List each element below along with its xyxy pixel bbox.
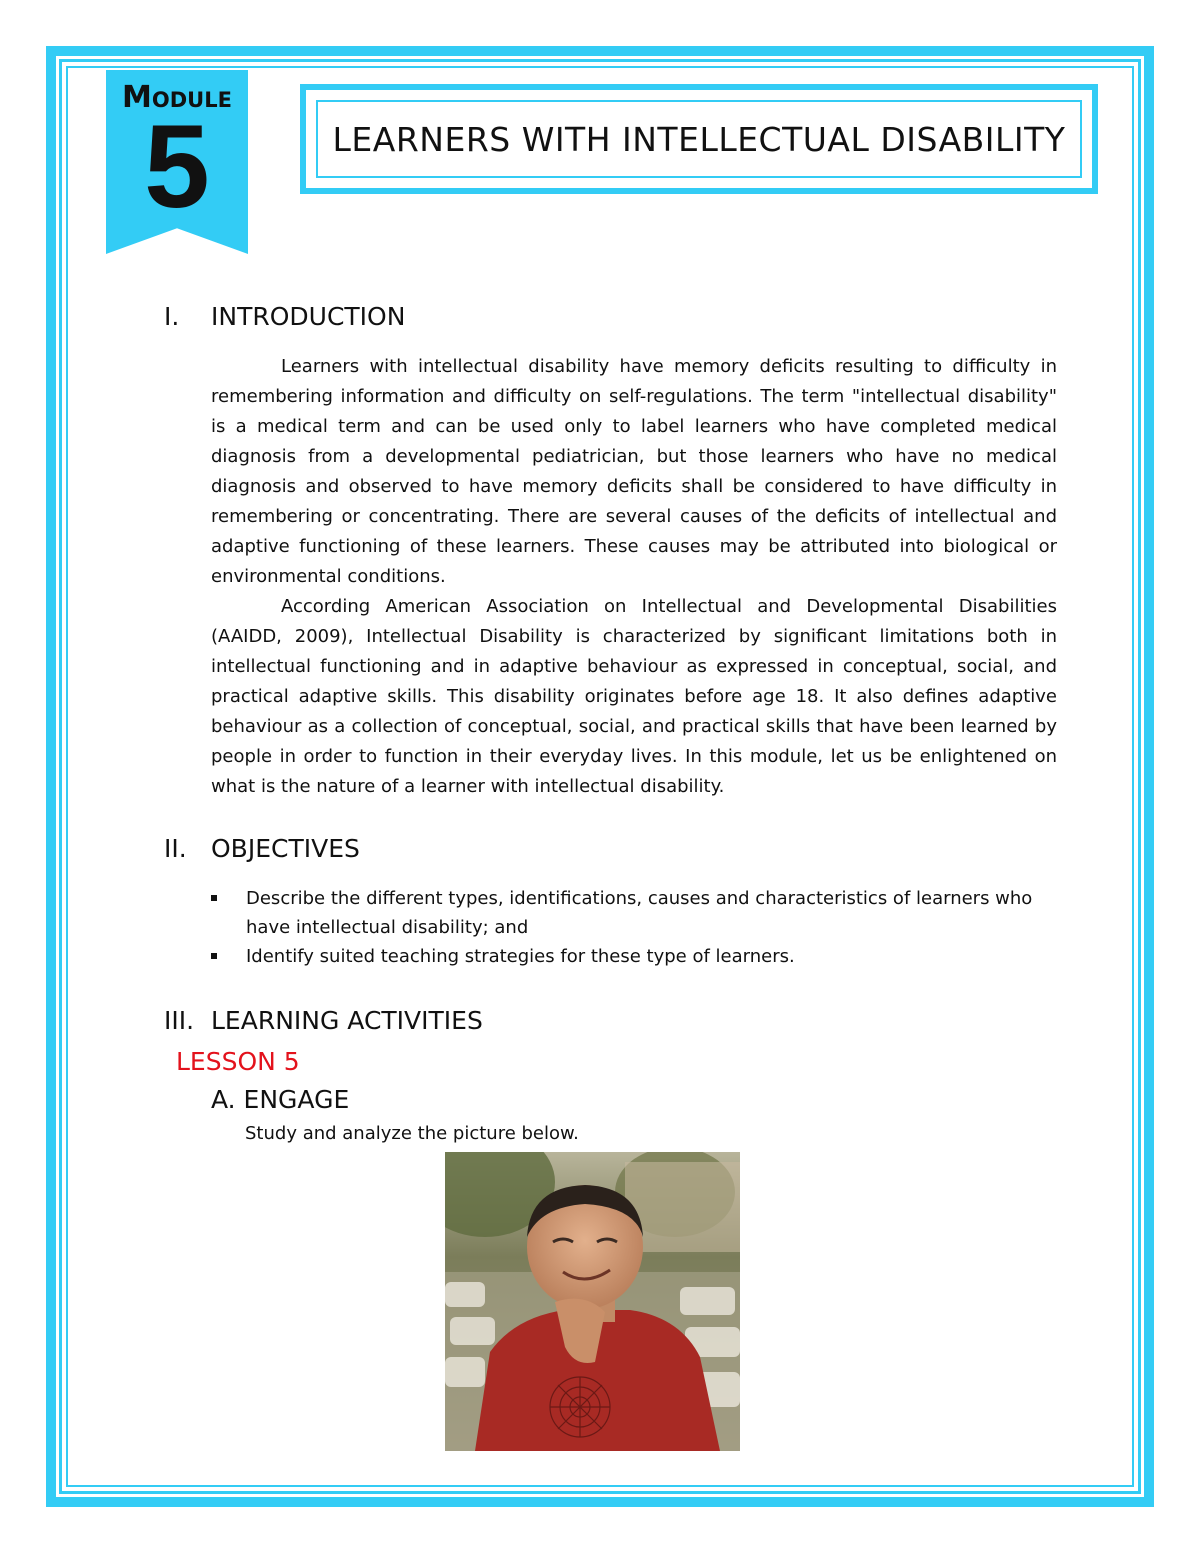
introduction-title: INTRODUCTION bbox=[211, 302, 406, 331]
module-label: Module bbox=[122, 80, 232, 115]
introduction-numeral: I. bbox=[164, 302, 180, 331]
learner-photo-graphic bbox=[445, 1152, 740, 1451]
title-box bbox=[300, 84, 1098, 194]
objectives-heading bbox=[164, 834, 360, 863]
bullet-icon bbox=[211, 953, 217, 959]
engage-heading: A. ENGAGE bbox=[211, 1085, 350, 1114]
objectives-numeral: II. bbox=[164, 834, 187, 863]
learning-activities-numeral: III. bbox=[164, 1006, 195, 1035]
engage-instruction: Study and analyze the picture below. bbox=[245, 1123, 579, 1144]
lesson-label: LESSON 5 bbox=[176, 1047, 300, 1076]
learning-activities-heading bbox=[164, 1006, 483, 1035]
objective-text: Describe the different types, identifications, causes and characteristics of learners who have intellectual disability; and bbox=[246, 888, 1033, 938]
introduction-paragraph-2: According American Association on Intellectual and Developmental Disabilities (AAIDD, 2009), Intellectual Disability is characterized by significant limitations both in intellectual functioning and in adaptive behaviour as expressed in conceptual, social, and practical adaptive skills. This disability originates before age 18. It also defines adaptive behaviour as a collection of conceptual, social, and practical skills that have been learned by people in order to function in their everyday lives. In this module, let us be enlightened on what is the nature of a learner with intellectual disability. bbox=[211, 596, 1057, 797]
objective-item bbox=[211, 942, 1041, 971]
learning-activities-title: LEARNING ACTIVITIES bbox=[211, 1006, 483, 1035]
objectives-title: OBJECTIVES bbox=[211, 834, 360, 863]
objectives-list bbox=[211, 884, 1041, 971]
objective-text: Identify suited teaching strategies for these type of learners. bbox=[246, 946, 795, 967]
bullet-icon bbox=[211, 895, 217, 901]
learner-photo bbox=[445, 1152, 740, 1451]
module-number: 5 bbox=[144, 101, 210, 233]
title-box-inner bbox=[316, 100, 1082, 178]
objective-item bbox=[211, 884, 1041, 942]
introduction-paragraph-1: Learners with intellectual disability have memory deficits resulting to difficulty in remembering information and difficulty on self-regulations. The term "intellectual disability" is a medical term and can be used only to label learners who have completed medical diagnosis from a developmental pediatrician, but those learners who have no medical diagnosis and observed to have memory deficits shall be considered to have difficulty in remembering or concentrating. There are several causes of the deficits of intellectual and adaptive functioning of these learners. These causes may be attributed into biological or environmental conditions. bbox=[211, 356, 1057, 587]
introduction-heading bbox=[164, 302, 405, 331]
page-title: LEARNERS WITH INTELLECTUAL DISABILITY bbox=[332, 119, 1066, 159]
